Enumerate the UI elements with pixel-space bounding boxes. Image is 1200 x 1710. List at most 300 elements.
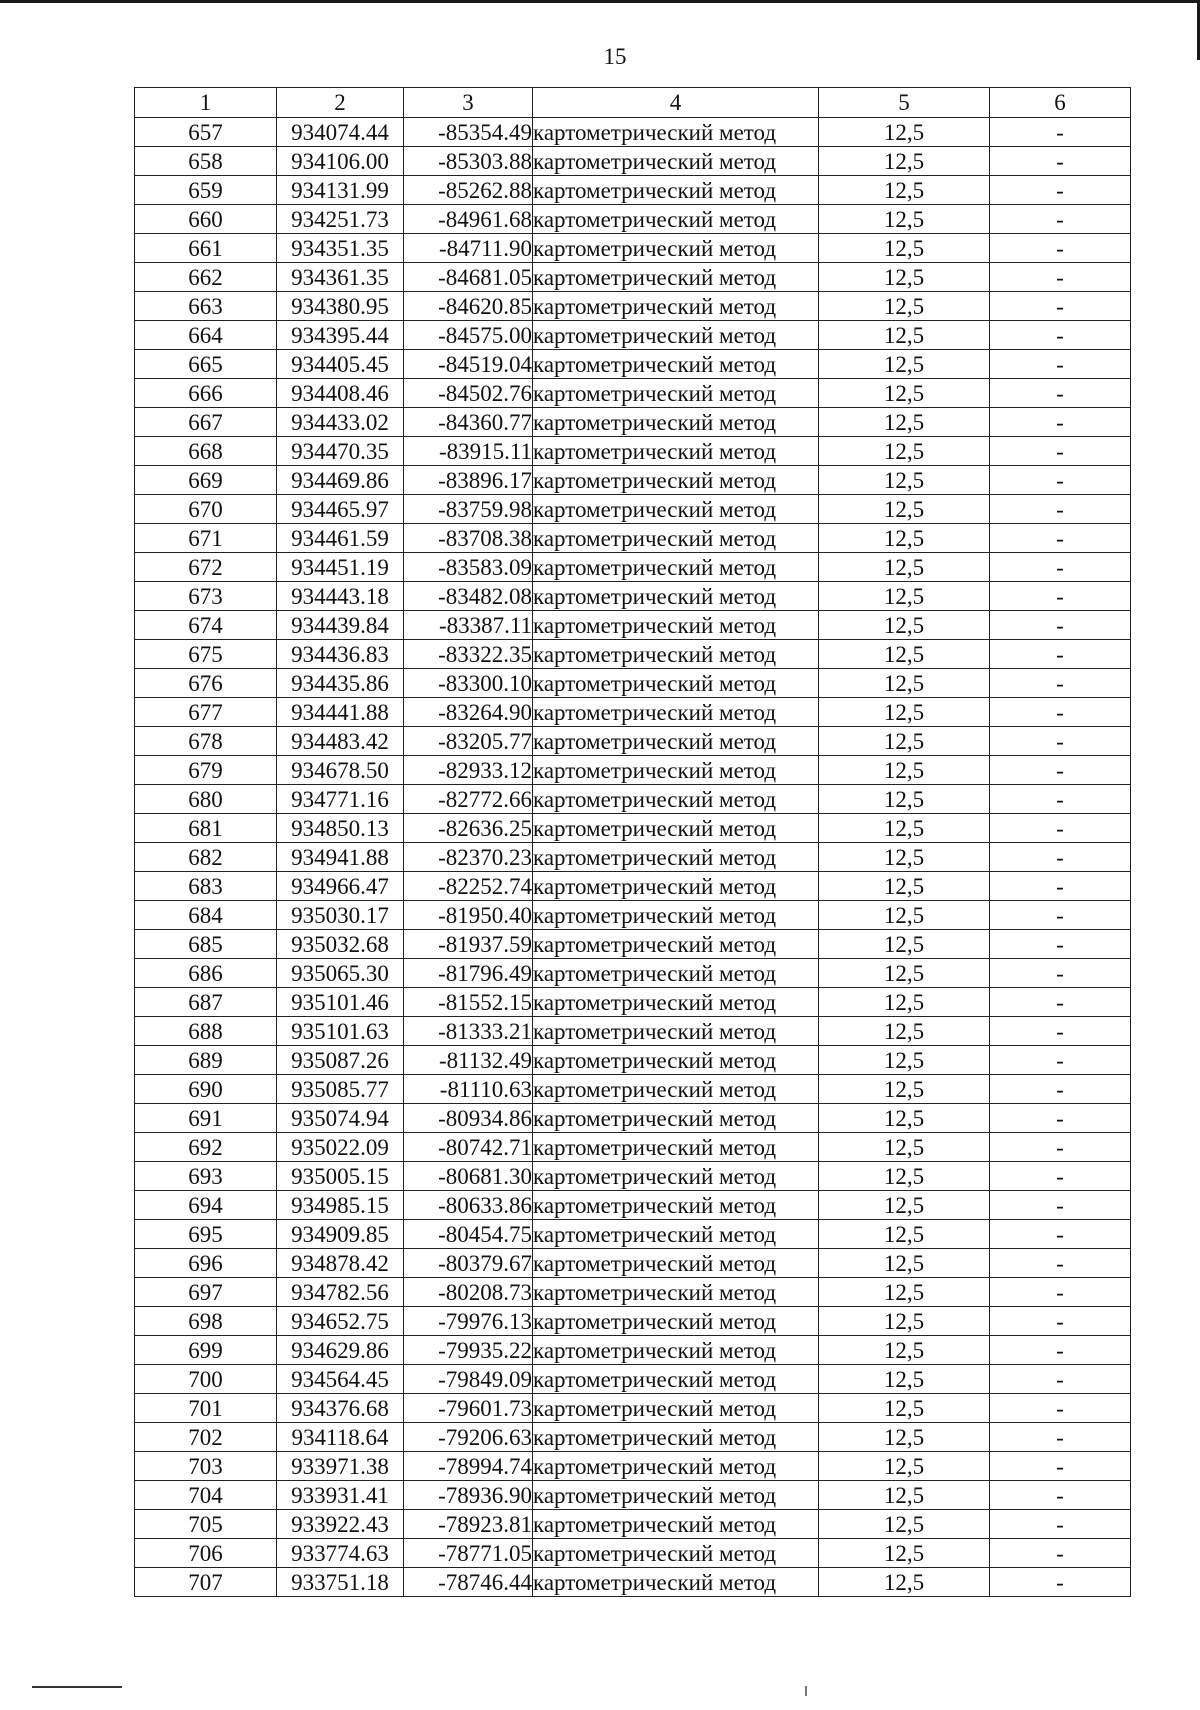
point-number-cell: 693 bbox=[135, 1162, 277, 1191]
y-coordinate-cell: -79601.73 bbox=[404, 1394, 533, 1423]
accuracy-cell: 12,5 bbox=[819, 901, 990, 930]
y-coordinate-cell: -84360.77 bbox=[404, 408, 533, 437]
accuracy-cell: 12,5 bbox=[819, 756, 990, 785]
table-row bbox=[135, 1423, 1131, 1452]
table-row bbox=[135, 1191, 1131, 1220]
page-number: 15 bbox=[603, 44, 627, 69]
note-cell: - bbox=[990, 1249, 1131, 1278]
y-coordinate-cell: -85354.49 bbox=[404, 118, 533, 147]
accuracy-cell: 12,5 bbox=[819, 408, 990, 437]
accuracy-cell: 12,5 bbox=[819, 669, 990, 698]
method-cell: картометрический метод bbox=[533, 611, 819, 640]
x-coordinate-cell: 934118.64 bbox=[277, 1423, 404, 1452]
note-cell: - bbox=[990, 1510, 1131, 1539]
table-row bbox=[135, 814, 1131, 843]
method-cell: картометрический метод bbox=[533, 147, 819, 176]
table-row bbox=[135, 1539, 1131, 1568]
accuracy-cell: 12,5 bbox=[819, 1278, 990, 1307]
y-coordinate-cell: -83915.11 bbox=[404, 437, 533, 466]
x-coordinate-cell: 934439.84 bbox=[277, 611, 404, 640]
method-cell: картометрический метод bbox=[533, 843, 819, 872]
y-coordinate-cell: -85303.88 bbox=[404, 147, 533, 176]
table-row bbox=[135, 872, 1131, 901]
x-coordinate-cell: 935032.68 bbox=[277, 930, 404, 959]
note-cell: - bbox=[990, 321, 1131, 350]
point-number-cell: 676 bbox=[135, 669, 277, 698]
accuracy-cell: 12,5 bbox=[819, 1539, 990, 1568]
table-header-row bbox=[135, 88, 1131, 118]
y-coordinate-cell: -85262.88 bbox=[404, 176, 533, 205]
accuracy-cell: 12,5 bbox=[819, 147, 990, 176]
point-number-cell: 659 bbox=[135, 176, 277, 205]
table-row bbox=[135, 234, 1131, 263]
table-row bbox=[135, 263, 1131, 292]
point-number-cell: 674 bbox=[135, 611, 277, 640]
x-coordinate-cell: 934629.86 bbox=[277, 1336, 404, 1365]
y-coordinate-cell: -84519.04 bbox=[404, 350, 533, 379]
table-row bbox=[135, 205, 1131, 234]
method-cell: картометрический метод bbox=[533, 437, 819, 466]
table-row bbox=[135, 582, 1131, 611]
note-cell: - bbox=[990, 205, 1131, 234]
y-coordinate-cell: -83583.09 bbox=[404, 553, 533, 582]
point-number-cell: 665 bbox=[135, 350, 277, 379]
point-number-cell: 704 bbox=[135, 1481, 277, 1510]
y-coordinate-cell: -81796.49 bbox=[404, 959, 533, 988]
table-row bbox=[135, 495, 1131, 524]
table-row bbox=[135, 930, 1131, 959]
x-coordinate-cell: 934909.85 bbox=[277, 1220, 404, 1249]
note-cell: - bbox=[990, 1046, 1131, 1075]
method-cell: картометрический метод bbox=[533, 408, 819, 437]
point-number-cell: 664 bbox=[135, 321, 277, 350]
x-coordinate-cell: 935022.09 bbox=[277, 1133, 404, 1162]
note-cell: - bbox=[990, 1191, 1131, 1220]
accuracy-cell: 12,5 bbox=[819, 698, 990, 727]
table-row bbox=[135, 1104, 1131, 1133]
note-cell: - bbox=[990, 147, 1131, 176]
accuracy-cell: 12,5 bbox=[819, 988, 990, 1017]
y-coordinate-cell: -82252.74 bbox=[404, 872, 533, 901]
point-number-cell: 686 bbox=[135, 959, 277, 988]
scan-edge-top bbox=[0, 0, 1200, 3]
table-row bbox=[135, 1017, 1131, 1046]
y-coordinate-cell: -83300.10 bbox=[404, 669, 533, 698]
point-number-cell: 685 bbox=[135, 930, 277, 959]
point-number-cell: 679 bbox=[135, 756, 277, 785]
method-cell: картометрический метод bbox=[533, 321, 819, 350]
table-row bbox=[135, 176, 1131, 205]
x-coordinate-cell: 934461.59 bbox=[277, 524, 404, 553]
accuracy-cell: 12,5 bbox=[819, 640, 990, 669]
table-row bbox=[135, 1307, 1131, 1336]
point-number-cell: 694 bbox=[135, 1191, 277, 1220]
x-coordinate-cell: 934483.42 bbox=[277, 727, 404, 756]
note-cell: - bbox=[990, 872, 1131, 901]
accuracy-cell: 12,5 bbox=[819, 814, 990, 843]
method-cell: картометрический метод bbox=[533, 118, 819, 147]
accuracy-cell: 12,5 bbox=[819, 263, 990, 292]
table-row bbox=[135, 408, 1131, 437]
point-number-cell: 681 bbox=[135, 814, 277, 843]
table-row bbox=[135, 1162, 1131, 1191]
note-cell: - bbox=[990, 901, 1131, 930]
method-cell: картометрический метод bbox=[533, 988, 819, 1017]
x-coordinate-cell: 933774.63 bbox=[277, 1539, 404, 1568]
note-cell: - bbox=[990, 1278, 1131, 1307]
table-row bbox=[135, 785, 1131, 814]
method-cell: картометрический метод bbox=[533, 1133, 819, 1162]
y-coordinate-cell: -78746.44 bbox=[404, 1568, 533, 1597]
table-row bbox=[135, 640, 1131, 669]
method-cell: картометрический метод bbox=[533, 553, 819, 582]
x-coordinate-cell: 935065.30 bbox=[277, 959, 404, 988]
y-coordinate-cell: -78923.81 bbox=[404, 1510, 533, 1539]
method-cell: картометрический метод bbox=[533, 495, 819, 524]
point-number-cell: 697 bbox=[135, 1278, 277, 1307]
x-coordinate-cell: 935074.94 bbox=[277, 1104, 404, 1133]
note-cell: - bbox=[990, 1307, 1131, 1336]
accuracy-cell: 12,5 bbox=[819, 1046, 990, 1075]
table-row bbox=[135, 727, 1131, 756]
note-cell: - bbox=[990, 1452, 1131, 1481]
method-cell: картометрический метод bbox=[533, 872, 819, 901]
method-cell: картометрический метод bbox=[533, 1249, 819, 1278]
table-row bbox=[135, 321, 1131, 350]
x-coordinate-cell: 935087.26 bbox=[277, 1046, 404, 1075]
point-number-cell: 667 bbox=[135, 408, 277, 437]
x-coordinate-cell: 934361.35 bbox=[277, 263, 404, 292]
y-coordinate-cell: -80934.86 bbox=[404, 1104, 533, 1133]
x-coordinate-cell: 935085.77 bbox=[277, 1075, 404, 1104]
table-row bbox=[135, 1278, 1131, 1307]
x-coordinate-cell: 934465.97 bbox=[277, 495, 404, 524]
note-cell: - bbox=[990, 785, 1131, 814]
method-cell: картометрический метод bbox=[533, 379, 819, 408]
point-number-cell: 661 bbox=[135, 234, 277, 263]
accuracy-cell: 12,5 bbox=[819, 843, 990, 872]
y-coordinate-cell: -83759.98 bbox=[404, 495, 533, 524]
table-row bbox=[135, 553, 1131, 582]
note-cell: - bbox=[990, 437, 1131, 466]
x-coordinate-cell: 934351.35 bbox=[277, 234, 404, 263]
y-coordinate-cell: -80742.71 bbox=[404, 1133, 533, 1162]
point-number-cell: 657 bbox=[135, 118, 277, 147]
accuracy-cell: 12,5 bbox=[819, 466, 990, 495]
method-cell: картометрический метод bbox=[533, 1075, 819, 1104]
x-coordinate-cell: 934106.00 bbox=[277, 147, 404, 176]
x-coordinate-cell: 934436.83 bbox=[277, 640, 404, 669]
accuracy-cell: 12,5 bbox=[819, 872, 990, 901]
table-row bbox=[135, 669, 1131, 698]
table-row bbox=[135, 437, 1131, 466]
table-row bbox=[135, 1365, 1131, 1394]
point-number-cell: 658 bbox=[135, 147, 277, 176]
accuracy-cell: 12,5 bbox=[819, 1249, 990, 1278]
method-cell: картометрический метод bbox=[533, 1423, 819, 1452]
y-coordinate-cell: -83482.08 bbox=[404, 582, 533, 611]
note-cell: - bbox=[990, 350, 1131, 379]
x-coordinate-cell: 934074.44 bbox=[277, 118, 404, 147]
x-coordinate-cell: 934433.02 bbox=[277, 408, 404, 437]
point-number-cell: 662 bbox=[135, 263, 277, 292]
point-number-cell: 689 bbox=[135, 1046, 277, 1075]
note-cell: - bbox=[990, 843, 1131, 872]
y-coordinate-cell: -83264.90 bbox=[404, 698, 533, 727]
note-cell: - bbox=[990, 524, 1131, 553]
x-coordinate-cell: 934395.44 bbox=[277, 321, 404, 350]
x-coordinate-cell: 935005.15 bbox=[277, 1162, 404, 1191]
point-number-cell: 671 bbox=[135, 524, 277, 553]
x-coordinate-cell: 934435.86 bbox=[277, 669, 404, 698]
y-coordinate-cell: -81937.59 bbox=[404, 930, 533, 959]
method-cell: картометрический метод bbox=[533, 756, 819, 785]
accuracy-cell: 12,5 bbox=[819, 292, 990, 321]
method-cell: картометрический метод bbox=[533, 814, 819, 843]
table-row bbox=[135, 1452, 1131, 1481]
x-coordinate-cell: 934251.73 bbox=[277, 205, 404, 234]
accuracy-cell: 12,5 bbox=[819, 1481, 990, 1510]
accuracy-cell: 12,5 bbox=[819, 1568, 990, 1597]
note-cell: - bbox=[990, 669, 1131, 698]
accuracy-cell: 12,5 bbox=[819, 1075, 990, 1104]
accuracy-cell: 12,5 bbox=[819, 1220, 990, 1249]
point-number-cell: 680 bbox=[135, 785, 277, 814]
x-coordinate-cell: 934782.56 bbox=[277, 1278, 404, 1307]
table-row bbox=[135, 611, 1131, 640]
y-coordinate-cell: -80208.73 bbox=[404, 1278, 533, 1307]
point-number-cell: 691 bbox=[135, 1104, 277, 1133]
note-cell: - bbox=[990, 553, 1131, 582]
point-number-cell: 669 bbox=[135, 466, 277, 495]
point-number-cell: 696 bbox=[135, 1249, 277, 1278]
y-coordinate-cell: -82933.12 bbox=[404, 756, 533, 785]
accuracy-cell: 12,5 bbox=[819, 1336, 990, 1365]
note-cell: - bbox=[990, 698, 1131, 727]
table-row bbox=[135, 292, 1131, 321]
table-row bbox=[135, 988, 1131, 1017]
x-coordinate-cell: 933751.18 bbox=[277, 1568, 404, 1597]
accuracy-cell: 12,5 bbox=[819, 959, 990, 988]
accuracy-cell: 12,5 bbox=[819, 582, 990, 611]
y-coordinate-cell: -82370.23 bbox=[404, 843, 533, 872]
accuracy-cell: 12,5 bbox=[819, 205, 990, 234]
method-cell: картометрический метод bbox=[533, 727, 819, 756]
point-number-cell: 700 bbox=[135, 1365, 277, 1394]
y-coordinate-cell: -80454.75 bbox=[404, 1220, 533, 1249]
x-coordinate-cell: 934441.88 bbox=[277, 698, 404, 727]
y-coordinate-cell: -78936.90 bbox=[404, 1481, 533, 1510]
y-coordinate-cell: -83708.38 bbox=[404, 524, 533, 553]
method-cell: картометрический метод bbox=[533, 292, 819, 321]
x-coordinate-cell: 934771.16 bbox=[277, 785, 404, 814]
accuracy-cell: 12,5 bbox=[819, 785, 990, 814]
x-coordinate-cell: 934652.75 bbox=[277, 1307, 404, 1336]
table-row bbox=[135, 1046, 1131, 1075]
method-cell: картометрический метод bbox=[533, 1104, 819, 1133]
table-row bbox=[135, 698, 1131, 727]
column-header-2: 2 bbox=[277, 88, 404, 118]
point-number-cell: 673 bbox=[135, 582, 277, 611]
accuracy-cell: 12,5 bbox=[819, 118, 990, 147]
point-number-cell: 688 bbox=[135, 1017, 277, 1046]
accuracy-cell: 12,5 bbox=[819, 350, 990, 379]
y-coordinate-cell: -84711.90 bbox=[404, 234, 533, 263]
method-cell: картометрический метод bbox=[533, 1568, 819, 1597]
x-coordinate-cell: 934941.88 bbox=[277, 843, 404, 872]
method-cell: картометрический метод bbox=[533, 1191, 819, 1220]
point-number-cell: 701 bbox=[135, 1394, 277, 1423]
note-cell: - bbox=[990, 582, 1131, 611]
accuracy-cell: 12,5 bbox=[819, 1452, 990, 1481]
y-coordinate-cell: -84961.68 bbox=[404, 205, 533, 234]
point-number-cell: 678 bbox=[135, 727, 277, 756]
method-cell: картометрический метод bbox=[533, 1452, 819, 1481]
y-coordinate-cell: -80633.86 bbox=[404, 1191, 533, 1220]
accuracy-cell: 12,5 bbox=[819, 1162, 990, 1191]
note-cell: - bbox=[990, 1394, 1131, 1423]
method-cell: картометрический метод bbox=[533, 350, 819, 379]
accuracy-cell: 12,5 bbox=[819, 379, 990, 408]
accuracy-cell: 12,5 bbox=[819, 234, 990, 263]
table-row bbox=[135, 1336, 1131, 1365]
accuracy-cell: 12,5 bbox=[819, 437, 990, 466]
note-cell: - bbox=[990, 292, 1131, 321]
x-coordinate-cell: 934380.95 bbox=[277, 292, 404, 321]
note-cell: - bbox=[990, 640, 1131, 669]
x-coordinate-cell: 933922.43 bbox=[277, 1510, 404, 1539]
x-coordinate-cell: 935101.46 bbox=[277, 988, 404, 1017]
note-cell: - bbox=[990, 727, 1131, 756]
table-body bbox=[135, 118, 1131, 1597]
table-row bbox=[135, 1249, 1131, 1278]
accuracy-cell: 12,5 bbox=[819, 1191, 990, 1220]
method-cell: картометрический метод bbox=[533, 1336, 819, 1365]
accuracy-cell: 12,5 bbox=[819, 1394, 990, 1423]
point-number-cell: 687 bbox=[135, 988, 277, 1017]
table-row bbox=[135, 524, 1131, 553]
accuracy-cell: 12,5 bbox=[819, 1423, 990, 1452]
table-row bbox=[135, 1133, 1131, 1162]
y-coordinate-cell: -78994.74 bbox=[404, 1452, 533, 1481]
accuracy-cell: 12,5 bbox=[819, 1365, 990, 1394]
note-cell: - bbox=[990, 1365, 1131, 1394]
point-number-cell: 670 bbox=[135, 495, 277, 524]
table-row bbox=[135, 756, 1131, 785]
scan-mark-tick bbox=[805, 1686, 807, 1696]
note-cell: - bbox=[990, 930, 1131, 959]
method-cell: картометрический метод bbox=[533, 1307, 819, 1336]
x-coordinate-cell: 935101.63 bbox=[277, 1017, 404, 1046]
table-row bbox=[135, 350, 1131, 379]
table-row bbox=[135, 1394, 1131, 1423]
method-cell: картометрический метод bbox=[533, 1278, 819, 1307]
y-coordinate-cell: -82636.25 bbox=[404, 814, 533, 843]
method-cell: картометрический метод bbox=[533, 1220, 819, 1249]
point-number-cell: 683 bbox=[135, 872, 277, 901]
y-coordinate-cell: -80681.30 bbox=[404, 1162, 533, 1191]
method-cell: картометрический метод bbox=[533, 466, 819, 495]
point-number-cell: 707 bbox=[135, 1568, 277, 1597]
y-coordinate-cell: -82772.66 bbox=[404, 785, 533, 814]
point-number-cell: 672 bbox=[135, 553, 277, 582]
point-number-cell: 660 bbox=[135, 205, 277, 234]
x-coordinate-cell: 934985.15 bbox=[277, 1191, 404, 1220]
table-row bbox=[135, 1220, 1131, 1249]
method-cell: картометрический метод bbox=[533, 1510, 819, 1539]
note-cell: - bbox=[990, 466, 1131, 495]
note-cell: - bbox=[990, 379, 1131, 408]
table-row bbox=[135, 843, 1131, 872]
point-number-cell: 695 bbox=[135, 1220, 277, 1249]
method-cell: картометрический метод bbox=[533, 698, 819, 727]
note-cell: - bbox=[990, 756, 1131, 785]
point-number-cell: 682 bbox=[135, 843, 277, 872]
point-number-cell: 677 bbox=[135, 698, 277, 727]
point-number-cell: 684 bbox=[135, 901, 277, 930]
note-cell: - bbox=[990, 611, 1131, 640]
y-coordinate-cell: -78771.05 bbox=[404, 1539, 533, 1568]
x-coordinate-cell: 934470.35 bbox=[277, 437, 404, 466]
y-coordinate-cell: -84681.05 bbox=[404, 263, 533, 292]
accuracy-cell: 12,5 bbox=[819, 727, 990, 756]
point-number-cell: 668 bbox=[135, 437, 277, 466]
table-row bbox=[135, 379, 1131, 408]
x-coordinate-cell: 935030.17 bbox=[277, 901, 404, 930]
method-cell: картометрический метод bbox=[533, 263, 819, 292]
accuracy-cell: 12,5 bbox=[819, 176, 990, 205]
y-coordinate-cell: -81950.40 bbox=[404, 901, 533, 930]
column-header-1: 1 bbox=[135, 88, 277, 118]
note-cell: - bbox=[990, 1423, 1131, 1452]
point-number-cell: 663 bbox=[135, 292, 277, 321]
note-cell: - bbox=[990, 263, 1131, 292]
coordinates-table bbox=[134, 87, 1131, 1597]
y-coordinate-cell: -79976.13 bbox=[404, 1307, 533, 1336]
note-cell: - bbox=[990, 1162, 1131, 1191]
y-coordinate-cell: -81110.63 bbox=[404, 1075, 533, 1104]
point-number-cell: 690 bbox=[135, 1075, 277, 1104]
table-row bbox=[135, 147, 1131, 176]
x-coordinate-cell: 934878.42 bbox=[277, 1249, 404, 1278]
note-cell: - bbox=[990, 234, 1131, 263]
method-cell: картометрический метод bbox=[533, 205, 819, 234]
x-coordinate-cell: 934850.13 bbox=[277, 814, 404, 843]
y-coordinate-cell: -83205.77 bbox=[404, 727, 533, 756]
point-number-cell: 666 bbox=[135, 379, 277, 408]
y-coordinate-cell: -84575.00 bbox=[404, 321, 533, 350]
note-cell: - bbox=[990, 1568, 1131, 1597]
table-row bbox=[135, 1568, 1131, 1597]
table-row bbox=[135, 1510, 1131, 1539]
note-cell: - bbox=[990, 1220, 1131, 1249]
accuracy-cell: 12,5 bbox=[819, 524, 990, 553]
x-coordinate-cell: 934469.86 bbox=[277, 466, 404, 495]
x-coordinate-cell: 934443.18 bbox=[277, 582, 404, 611]
method-cell: картометрический метод bbox=[533, 176, 819, 205]
y-coordinate-cell: -83387.11 bbox=[404, 611, 533, 640]
column-header-5: 5 bbox=[819, 88, 990, 118]
note-cell: - bbox=[990, 988, 1131, 1017]
y-coordinate-cell: -79935.22 bbox=[404, 1336, 533, 1365]
note-cell: - bbox=[990, 176, 1131, 205]
method-cell: картометрический метод bbox=[533, 1481, 819, 1510]
accuracy-cell: 12,5 bbox=[819, 495, 990, 524]
column-header-6: 6 bbox=[990, 88, 1131, 118]
note-cell: - bbox=[990, 1017, 1131, 1046]
method-cell: картометрический метод bbox=[533, 901, 819, 930]
method-cell: картометрический метод bbox=[533, 524, 819, 553]
